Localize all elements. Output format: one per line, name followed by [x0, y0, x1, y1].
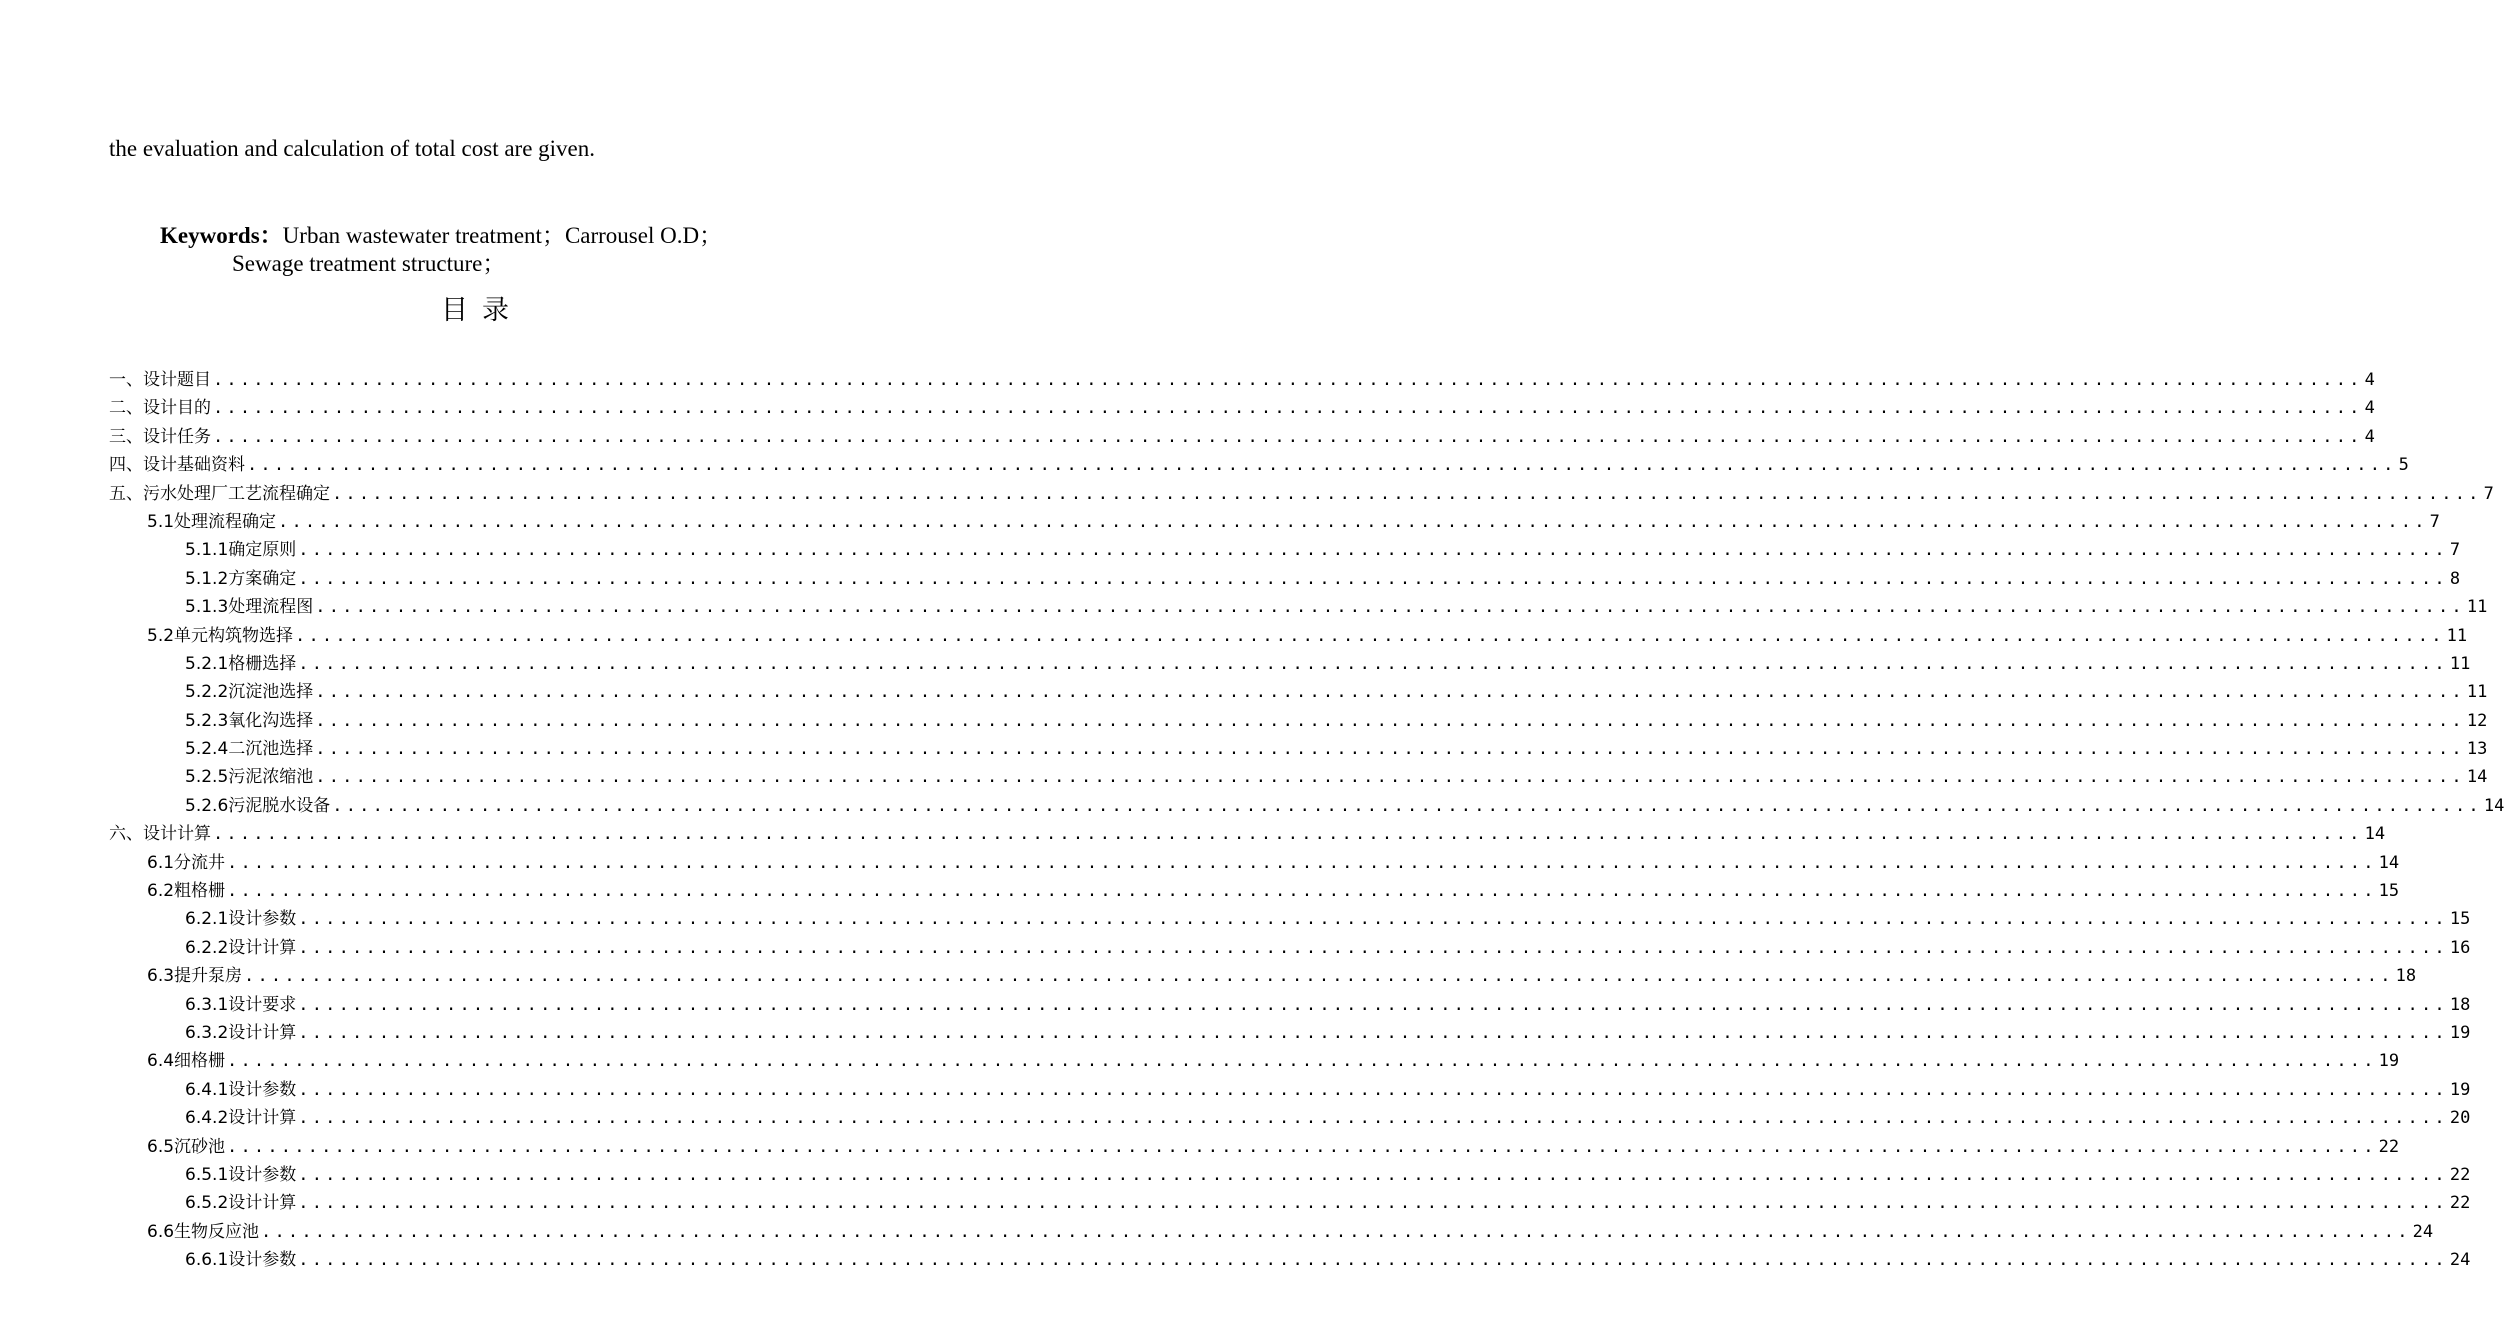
toc-entry-page-number: 15 [2449, 909, 2471, 930]
toc-entry-title: 6.5.2设计计算 [185, 1193, 297, 1214]
abstract-closing-sentence: the evaluation and calculation of total cost are given. [109, 136, 596, 161]
toc-entry[interactable] [109, 762, 2488, 790]
toc-entry-page-number: 7 [2483, 483, 2494, 504]
toc-dot-leader: ................................................................................................................................................................ [298, 1193, 2448, 1214]
toc-entry[interactable] [109, 592, 2488, 620]
toc-entry[interactable] [109, 1075, 2471, 1103]
toc-entry[interactable] [109, 507, 2440, 535]
toc-dot-leader: ................................................................................................................................................................ [298, 994, 2448, 1015]
toc-entry[interactable] [109, 961, 2417, 989]
toc-entry[interactable] [109, 1245, 2471, 1273]
toc-entry[interactable] [109, 819, 2386, 847]
toc-entry[interactable] [109, 1132, 2400, 1160]
toc-entry-page-number: 13 [2466, 739, 2488, 760]
toc-dot-leader: ................................................................................................................................................................ [213, 426, 2363, 447]
toc-entry[interactable] [109, 1160, 2471, 1188]
toc-entry[interactable] [109, 848, 2400, 876]
toc-dot-leader: ................................................................................................................................................................ [298, 909, 2448, 930]
toc-entry-title: 四、设计基础资料 [109, 455, 245, 476]
toc-entry-title: 5.1.1确定原则 [185, 540, 297, 561]
toc-dot-leader: ................................................................................................................................................................ [261, 1221, 2411, 1242]
toc-dot-leader: ................................................................................................................................................................ [278, 511, 2428, 532]
toc-entry-page-number: 16 [2449, 937, 2471, 958]
toc-dot-leader: ................................................................................................................................................................ [295, 625, 2445, 646]
toc-dot-leader: ................................................................................................................................................................ [213, 370, 2363, 390]
table-of-contents [109, 365, 2504, 1274]
toc-dot-leader: ................................................................................................................................................................ [298, 540, 2448, 561]
toc-entry-title: 6.4细格栅 [147, 1051, 226, 1072]
toc-dot-leader: ................................................................................................................................................................ [298, 1108, 2448, 1129]
toc-entry-title: 6.2.1设计参数 [185, 909, 297, 930]
toc-entry-page-number: 5 [2398, 455, 2409, 476]
toc-entry-page-number: 20 [2449, 1108, 2471, 1129]
toc-dot-leader: ................................................................................................................................................................ [227, 1051, 2377, 1072]
toc-entry-page-number: 11 [2449, 653, 2471, 674]
toc-entry[interactable] [109, 876, 2400, 904]
toc-entry-page-number: 22 [2449, 1193, 2471, 1214]
toc-dot-leader: ................................................................................................................................................................ [227, 881, 2377, 902]
toc-dot-leader: ................................................................................................................................................................ [244, 966, 2394, 987]
toc-entry-title: 五、污水处理厂工艺流程确定 [109, 483, 330, 504]
toc-entry-title: 一、设计题目 [109, 370, 211, 390]
toc-entry-title: 三、设计任务 [109, 426, 211, 447]
toc-dot-leader: ................................................................................................................................................................ [315, 710, 2465, 731]
toc-dot-leader: ................................................................................................................................................................ [315, 767, 2465, 788]
toc-dot-leader: ................................................................................................................................................................ [227, 1136, 2377, 1157]
toc-entry-page-number: 4 [2364, 370, 2375, 390]
toc-entry-title: 六、设计计算 [109, 824, 211, 845]
toc-dot-leader: ................................................................................................................................................................ [332, 483, 2482, 504]
toc-entry-page-number: 14 [2378, 852, 2400, 873]
toc-entry-title: 5.1.2方案确定 [185, 568, 297, 589]
toc-dot-leader: ................................................................................................................................................................ [315, 682, 2465, 703]
toc-entry-title: 5.2.3氧化沟选择 [185, 710, 314, 731]
toc-entry-page-number: 22 [2378, 1136, 2400, 1157]
toc-entry[interactable] [109, 564, 2461, 592]
toc-entry-title: 6.5沉砂池 [147, 1136, 226, 1157]
toc-entry-page-number: 18 [2449, 994, 2471, 1015]
toc-entry-page-number: 7 [2429, 511, 2440, 532]
toc-entry-page-number: 24 [2449, 1250, 2471, 1271]
toc-entry-page-number: 15 [2378, 881, 2400, 902]
toc-dot-leader: ................................................................................................................................................................ [315, 597, 2465, 618]
toc-entry-title: 5.1处理流程确定 [147, 511, 277, 532]
toc-entry-page-number: 14 [2483, 795, 2504, 816]
toc-entry[interactable] [109, 791, 2504, 819]
toc-title: 目录 [441, 295, 523, 326]
toc-entry-page-number: 24 [2412, 1221, 2434, 1242]
toc-entry-title: 5.2单元构筑物选择 [147, 625, 294, 646]
toc-entry[interactable] [109, 990, 2471, 1018]
toc-entry-title: 6.1分流井 [147, 852, 226, 873]
toc-entry-page-number: 4 [2364, 426, 2375, 447]
toc-entry-title: 6.2粗格栅 [147, 881, 226, 902]
toc-entry-title: 6.3提升泵房 [147, 966, 243, 987]
toc-entry-page-number: 12 [2466, 710, 2488, 731]
toc-entry[interactable] [109, 649, 2471, 677]
toc-entry-page-number: 18 [2395, 966, 2417, 987]
toc-entry[interactable] [109, 1018, 2471, 1046]
toc-entry-page-number: 8 [2449, 568, 2461, 589]
toc-entry-title: 6.3.1设计要求 [185, 994, 297, 1015]
toc-entry-page-number: 14 [2466, 767, 2488, 788]
toc-entry-page-number: 22 [2449, 1164, 2471, 1185]
toc-dot-leader: ................................................................................................................................................................ [298, 568, 2448, 589]
toc-entry-title: 二、设计目的 [109, 398, 211, 419]
toc-entry[interactable] [109, 479, 2494, 507]
keywords-line-1: Urban wastewater treatment；Carrousel O.D； [282, 223, 723, 248]
toc-entry-title: 6.6生物反应池 [147, 1221, 260, 1242]
toc-entry[interactable] [109, 734, 2488, 762]
toc-entry-page-number: 19 [2378, 1051, 2400, 1072]
toc-entry-title: 5.1.3处理流程图 [185, 597, 314, 618]
toc-dot-leader: ................................................................................................................................................................ [227, 852, 2377, 873]
toc-entry[interactable] [109, 450, 2409, 478]
toc-entry[interactable] [109, 1188, 2471, 1216]
toc-entry[interactable] [109, 1217, 2434, 1245]
toc-entry[interactable] [109, 621, 2468, 649]
toc-dot-leader: ................................................................................................................................................................ [213, 824, 2363, 845]
toc-entry[interactable] [109, 677, 2488, 705]
toc-dot-leader: ................................................................................................................................................................ [298, 1164, 2448, 1185]
toc-dot-leader: ................................................................................................................................................................ [332, 795, 2482, 816]
toc-entry-title: 5.2.6污泥脱水设备 [185, 795, 331, 816]
keywords-block [160, 222, 722, 278]
toc-entry-title: 6.4.2设计计算 [185, 1108, 297, 1129]
toc-entry-title: 6.4.1设计参数 [185, 1079, 297, 1100]
toc-dot-leader: ................................................................................................................................................................ [298, 1079, 2448, 1100]
toc-entry[interactable] [109, 393, 2375, 421]
toc-dot-leader: ................................................................................................................................................................ [213, 398, 2363, 419]
toc-dot-leader: ................................................................................................................................................................ [298, 653, 2448, 674]
toc-entry[interactable] [109, 1046, 2400, 1074]
toc-dot-leader: ................................................................................................................................................................ [315, 739, 2465, 760]
toc-entry-page-number: 14 [2364, 824, 2386, 845]
toc-entry-title: 5.2.2沉淀池选择 [185, 682, 314, 703]
toc-entry[interactable] [109, 535, 2461, 563]
toc-entry[interactable] [109, 365, 2375, 393]
toc-entry[interactable] [109, 1103, 2471, 1131]
toc-entry-title: 6.5.1设计参数 [185, 1164, 297, 1185]
toc-entry-page-number: 11 [2446, 625, 2468, 646]
toc-dot-leader: ................................................................................................................................................................ [298, 1250, 2448, 1271]
toc-entry-page-number: 7 [2449, 540, 2461, 561]
toc-entry-title: 6.3.2设计计算 [185, 1022, 297, 1043]
toc-entry-page-number: 11 [2466, 597, 2488, 618]
toc-entry-page-number: 4 [2364, 398, 2375, 419]
toc-entry-page-number: 19 [2449, 1022, 2471, 1043]
toc-dot-leader: ................................................................................................................................................................ [298, 1022, 2448, 1043]
toc-entry[interactable] [109, 422, 2375, 450]
toc-entry-title: 5.2.4二沉池选择 [185, 739, 314, 760]
toc-entry-page-number: 19 [2449, 1079, 2471, 1100]
toc-entry-title: 6.6.1设计参数 [185, 1250, 297, 1271]
toc-entry[interactable] [109, 706, 2488, 734]
toc-dot-leader: ................................................................................................................................................................ [247, 455, 2397, 476]
toc-entry[interactable] [109, 904, 2471, 932]
keywords-label: Keywords： [160, 223, 283, 248]
toc-entry[interactable] [109, 933, 2471, 961]
toc-entry-title: 5.2.1格栅选择 [185, 653, 297, 674]
toc-entry-page-number: 11 [2466, 682, 2488, 703]
toc-dot-leader: ................................................................................................................................................................ [298, 937, 2448, 958]
keywords-line-2: Sewage treatment structure； [232, 251, 506, 276]
toc-entry-title: 5.2.5污泥浓缩池 [185, 767, 314, 788]
toc-entry-title: 6.2.2设计计算 [185, 937, 297, 958]
